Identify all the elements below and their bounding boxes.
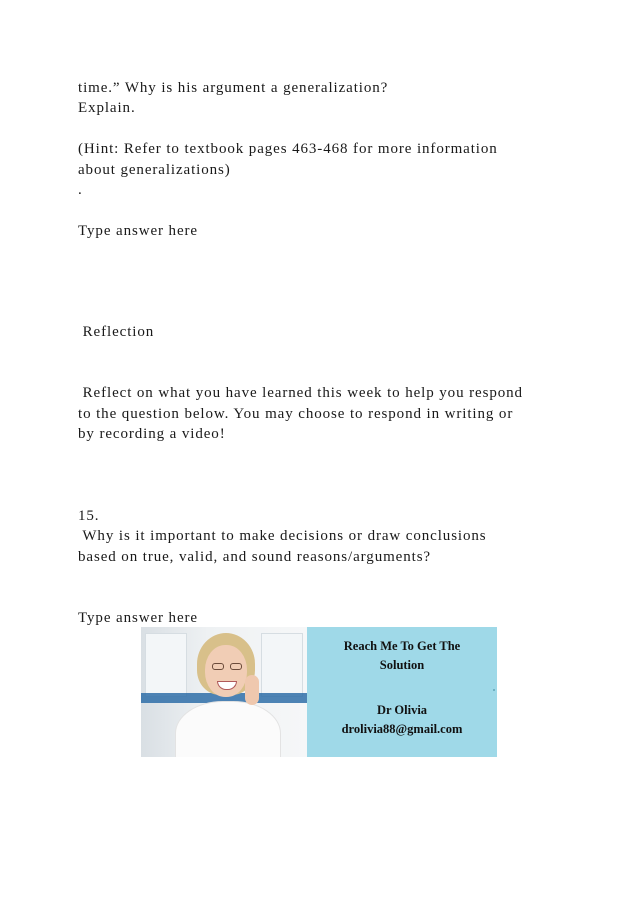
contact-info-panel	[307, 627, 497, 757]
answer-placeholder: Type answer here	[78, 223, 198, 239]
reflection-text-line: Reflect on what you have learned this week to help you respond	[78, 385, 523, 401]
reflection-text-line: to the question below. You may choose to respond in writing or	[78, 406, 514, 422]
tutor-photo	[141, 627, 307, 757]
question-text-line: Why is it important to make decisions or draw conclusions	[78, 528, 487, 544]
separator-dot: .	[78, 182, 83, 198]
section-heading-reflection: Reflection	[78, 324, 155, 340]
question-number: 15.	[78, 508, 100, 524]
hint-text-line: (Hint: Refer to textbook pages 463-468 for more information	[78, 141, 498, 157]
reflection-text-line: by recording a video!	[78, 426, 226, 442]
contact-name: Dr Olivia	[376, 703, 428, 717]
contact-email[interactable]: drolivia88@gmail.com	[341, 722, 463, 736]
question-text-line: Explain.	[78, 100, 136, 116]
advert-headline: Solution	[379, 658, 425, 672]
answer-placeholder: Type answer here	[78, 610, 198, 626]
question-text-line: time.” Why is his argument a generalization?	[78, 80, 389, 96]
contact-advert-banner	[141, 627, 497, 757]
advert-headline: Reach Me To Get The	[343, 639, 461, 653]
hint-text-line: about generalizations)	[78, 162, 231, 178]
question-text-line: based on true, valid, and sound reasons/arguments?	[78, 549, 431, 565]
